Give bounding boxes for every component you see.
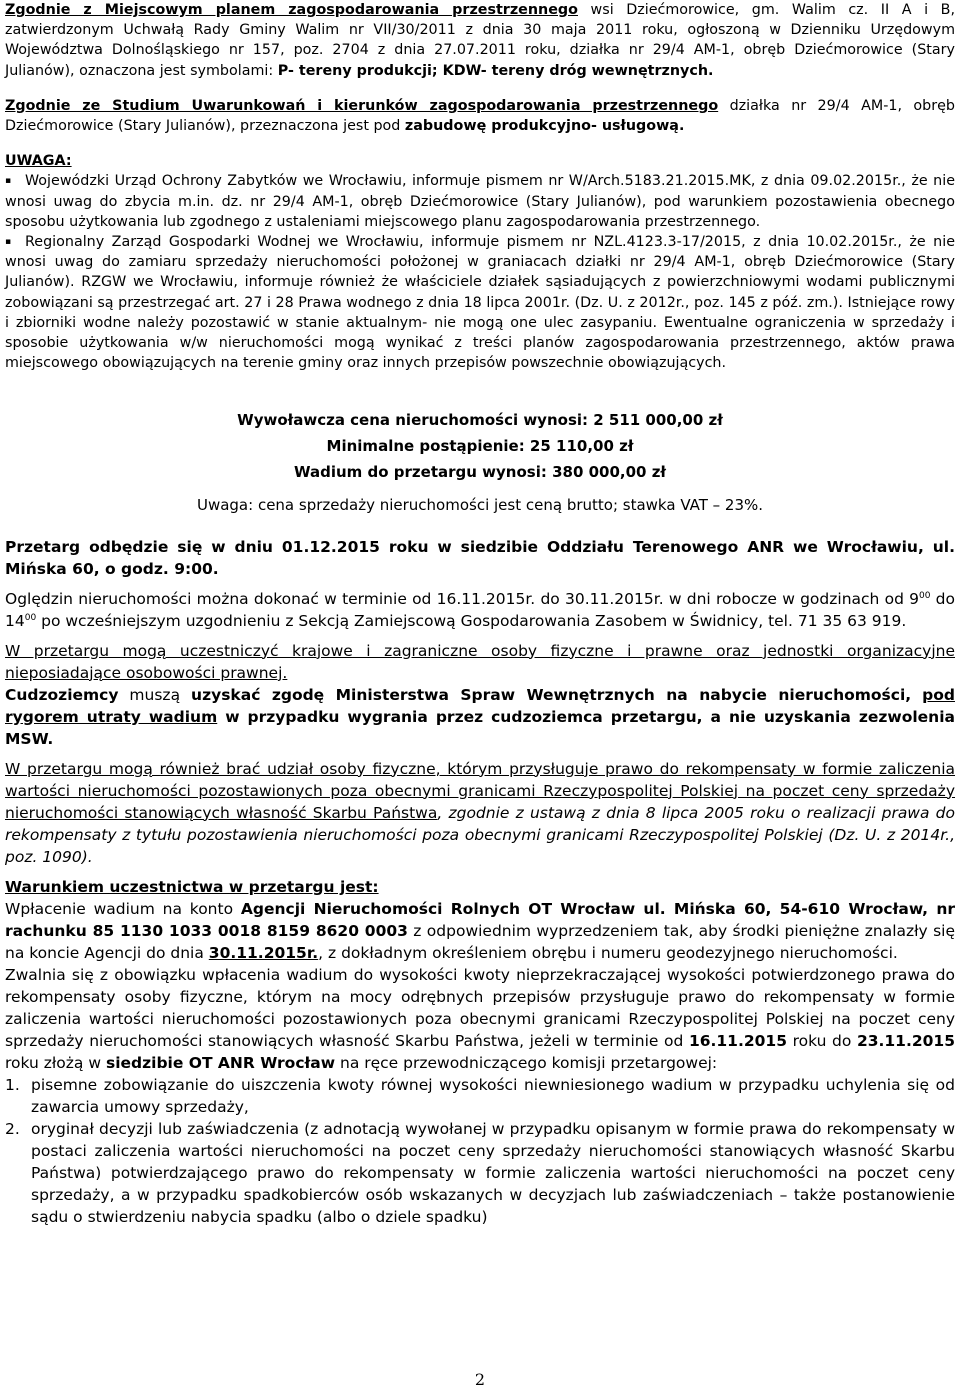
starting-price: Wywoławcza cena nieruchomości wynosi: 2 511 000,00 zł	[237, 411, 723, 430]
exemption-date-from: 16.11.2015	[688, 1031, 787, 1050]
compensation-text: W przetargu mogą również brać udział osoby fizyczne, którym przysługuje prawo do rekompensaty w formie zaliczenia wartości nieruchomości pozostawionych poza obecnymi granicami Rzeczypospolitej Polskiej na poczet ceny sprzedaży nieruchomości stanowiących własność Skarbu Państwa	[5, 759, 955, 822]
exemption-place: siedzibie OT ANR Wrocław	[105, 1053, 336, 1072]
price-block	[5, 407, 955, 515]
page-number: 2	[474, 1370, 486, 1389]
paragraph-plan	[5, 0, 955, 81]
uwaga-item-1	[5, 171, 955, 232]
plan-heading: Zgodnie z Miejscowym planem zagospodarowania przestrzennego	[5, 2, 578, 18]
plan-symbols: P- tereny produkcji; KDW- tereny dróg wewnętrznych.	[277, 62, 714, 79]
inspection-text-a: Oględzin nieruchomości można dokonać w terminie od 16.11.2015r. do 30.11.2015r. w dni robocze w godzinach od 9	[5, 589, 919, 608]
studium-heading: Zgodnie ze Studium Uwarunkowań i kierunków zagospodarowania przestrzennego	[5, 97, 719, 114]
foreigners-condition: w przypadku wygrania przez cudzoziemca przetargu, a nie uzyskania zezwolenia MSW.	[5, 707, 955, 748]
foreigners-requirement: uzyskać zgodę Ministerstwa Spraw Wewnętrznych na nabycie nieruchomości,	[191, 685, 912, 704]
deposit-payment	[5, 898, 955, 964]
compensation-law: , zgodnie z ustawą z dnia 8 lipca 2005 roku o realizacji prawa do rekompensaty z tytułu pozostawienia nieruchomości poza obecnymi granicami Rzeczypospolitej Polskiej (Dz. U. z 2014r., poz. 1090).	[5, 803, 955, 866]
list-item-text: oryginał decyzji lub zaświadczenia (z adnotacją wywołanej w przypadku opisanym w formie prawa do rekompensaty w postaci zaliczenia wartości nieruchomości na poczet ceny sprzedaży nieruchomości stanowiących własność Skarbu Państwa) potwierdzającego prawo do rekompensaty w formie zaliczenia wartości nieruchomości na poczet ceny sprzedaży, a w przypadku spadkobierców osób wskazanych w decyzjach lub zaświadczeniach – także postanowienie sądu o stwierdzeniu nabycia spadku (albo o dziele spadku)	[31, 1119, 955, 1226]
vat-note: Uwaga: cena sprzedaży nieruchomości jest ceną brutto; stawka VAT – 23%.	[196, 496, 764, 515]
foreigners-info	[5, 684, 955, 750]
compensation-info	[5, 758, 955, 868]
uwaga-item-1-text: ▪ Wojewódzki Urząd Ochrony Zabytków we Wrocławiu, informuje pismem nr W/Arch.5183.21.2015.MK, z dnia 09.02.2015r., że nie wnosi uwag do zbycia m.in. dz. nr 29/4 AM-1, obręb Dziećmorowice (Stary Julianów), pod warunkiem pozostawienia obecnego sposobu użytkowania lub zgodnego z ustaleniami miejscowego planu zagospodarowania przestrzennego.	[5, 171, 955, 232]
list-item	[5, 1074, 955, 1118]
exemption-text-4: na ręce przewodniczącego komisji przetargowej:	[335, 1053, 718, 1072]
inspection-info	[5, 588, 955, 632]
deposit-text-c: z odpowiednim wyprzedzeniem tak, aby środki pieniężne znalazły się na koncie Agencji do dnia	[5, 921, 955, 962]
uwaga-item-2-text: ▪ Regionalny Zarząd Gospodarki Wodnej we Wrocławiu, informuje pismem nr NZL.4123.3-17/2015, z dnia 10.02.2015r., że nie wnosi uwag do zamiaru sprzedaży nieruchomości położonej w graniacach działki nr 29/4 AM-1, obręb Dziećmorowice (Stary Julianów). RZGW we Wrocławiu, informuje również że właściciele działek sąsiadujących z powierzchniowymi wodami publicznymi zobowiązani są przestrzegać art. 27 i 28 Prawa wodnego z dnia 18 lipca 2001r. (Dz. U. z 2012r., poz. 145 z póź. zm.). Istniejące rowy i zbiorniki wodne należy pozostawić w stanie aktualnym- nie mogą one ulec zasypaniu. Ewentualne ograniczenia w sprzedaży i sposobie użytkowania w/w nieruchomości mogą wynikać z treści planów zagospodarowania przestrzennego, aktów prawa miejscowego obowiązujących na terenie gminy oraz innych przepisów powszechnie obowiązujących.	[5, 232, 955, 373]
uwaga-title: UWAGA:	[5, 153, 72, 170]
uwaga-item-2	[5, 232, 955, 373]
inspection-sup-2: 00	[24, 612, 37, 623]
foreigners-text: muszą	[118, 685, 192, 704]
deposit-text-a: Wpłacenie wadium na konto	[5, 899, 241, 918]
exemption-text-1: Zwalnia się z obowiązku wpłacenia wadium do wysokości kwoty nieprzekraczającej wysokości potwierdzonego prawa do rekompensaty osoby fizyczne, którym na mocy odrębnych przepisów przysługuje prawo do rekompensaty w formie zaliczenia wartości nieruchomości pozostawionych poza obecnymi granicami Rzeczypospolitej Polskiej na poczet ceny sprzedaży nieruchomości stanowiących własność Skarbu Państwa, jeżeli w terminie od	[5, 965, 955, 1050]
deposit-amount: Wadium do przetargu wynosi: 380 000,00 zł	[293, 463, 667, 482]
studium-purpose: zabudowę produkcyjno- usługową.	[404, 118, 685, 135]
exemption-date-to: 23.11.2015	[856, 1031, 955, 1050]
deposit-deadline: 30.11.2015r.	[208, 943, 319, 962]
deposit-account: Agencji Nieruchomości Rolnych OT Wrocław ul. Mińska 60, 54-610 Wrocław, nr rachunku 85 1130 1033 0018 8159 8620 0003	[5, 899, 955, 940]
inspection-sup-1: 00	[919, 590, 931, 601]
auction-date: Przetarg odbędzie się w dniu 01.12.2015 roku w siedzibie Oddziału Terenowego ANR we Wrocławiu, ul. Mińska 60, o godz. 9:00.	[5, 537, 955, 578]
list-item-number: 1.	[5, 1075, 20, 1094]
paragraph-studium	[5, 96, 955, 136]
list-item	[5, 1118, 955, 1228]
inspection-text-b: do 14	[5, 589, 955, 630]
deposit-text-e: , z dokładnym określeniem obrębu i numeru geodezyjnego nieruchomości.	[318, 943, 898, 962]
list-item-number: 2.	[5, 1119, 20, 1138]
foreigners-label: Cudzoziemcy	[5, 685, 119, 704]
exemption-info	[5, 964, 955, 1074]
studium-text: działka nr 29/4 AM-1, obręb Dziećmorowice (Stary Julianów), przeznaczona jest pod	[5, 97, 956, 135]
exemption-list	[5, 1074, 955, 1228]
list-item-text: pisemne zobowiązanie do uiszczenia kwoty równej wysokości niewniesionego wadium w przypadku uchylenia się od zawarcia umowy sprzedaży,	[31, 1075, 955, 1116]
plan-text: wsi Dziećmorowice, gm. Walim cz. II A i B, zatwierdzonym Uchwałą Rady Gminy Walim nr VII/30/2011 z dnia 30 maja 2011 roku, ogłoszoną w Dzienniku Urzędowym Województwa Dolnośląskiego nr 157, poz. 2704 z dnia 27.07.2011 roku, działka nr 29/4 AM-1, obręb Dziećmorowice (Stary Julianów), oznaczona jest symbolami:	[5, 2, 956, 79]
foreigners-penalty: pod rygorem utraty wadium	[5, 685, 955, 726]
conditions-title: Warunkiem uczestnictwa w przetargu jest:	[5, 877, 379, 896]
participants-info: W przetargu mogą uczestniczyć krajowe i zagraniczne osoby fizyczne i prawne oraz jednostki organizacyjne nieposiadające osobowości prawnej.	[5, 641, 955, 682]
exemption-text-2: roku do	[787, 1031, 857, 1050]
document-page	[5, 0, 955, 1228]
inspection-text-c: po wcześniejszym uzgodnieniu z Sekcją Zamiejscową Gospodarowania Zasobem w Świdnicy, tel. 71 35 63 919.	[36, 611, 907, 630]
minimum-increment: Minimalne postąpienie: 25 110,00 zł	[326, 437, 634, 456]
exemption-text-3: roku złożą w	[5, 1053, 106, 1072]
